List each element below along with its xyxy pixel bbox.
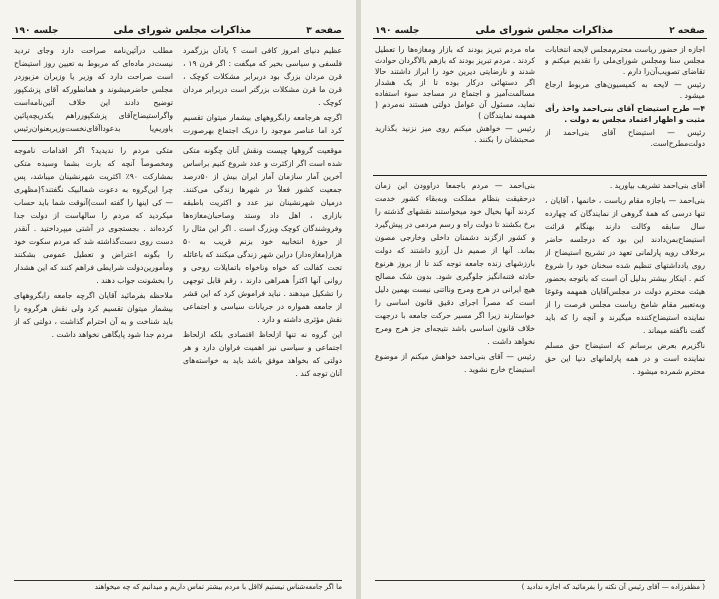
column-right xyxy=(545,44,705,172)
column-left xyxy=(375,179,535,559)
paragraph: آقای بنی‌احمد تشریف بیاورید . xyxy=(609,181,705,190)
header-rule xyxy=(12,38,344,39)
column-right xyxy=(183,144,342,559)
page-footer-text: ما اگر جامعه‌شناس نیستیم لااقل با مردم بیشتر تماس داریم و میدانیم که چه میخواهند xyxy=(14,580,342,591)
section-divider xyxy=(12,140,344,141)
upper-columns xyxy=(14,44,342,136)
page-footer-text: ( مظفرزاده — آقای رئیس آن نکته را بفرمائید که اجازه ندادید ) xyxy=(375,580,705,591)
paragraph: اگرچه هرجامعه رابگروههای بیشمار میتوان تقسیم کرد اما عناصر موجود را دریک اجتماع بهرصورت xyxy=(183,113,342,135)
paragraph: رئیس — لایحه به کمیسیون‌های مربوط ارجاع میشود . xyxy=(545,80,705,100)
column-left xyxy=(14,44,173,136)
paragraph: ماه مردم تبریز بودند که بازار ومغازه‌ها را تعطیل کردند . مردم تبریز بودند که بازهم بالاگردان حوادث شدند و نارضایتی دیرین خود را ابراز داشتند حالا اگر دستهائی درکار بوده تا از یک هشدار مسالمت‌آمیز و اجتماع در مساجد سوء استفاده نماید، مسئول آن عوامل دولتی هستند نه‌مردم ( همهمه نمایندگان ) xyxy=(375,45,535,120)
paragraph: مطلب درآئین‌نامه صراحت دارد وجای تردید نیست‌در ماده‌ای که مربوط به تعیین روز استیضاح است صراحت دارد که وزیر یا وزیران مزبوردر مجلس حاضرمیشوند و همانطورکه آقای پزشکپور توضیح دادند این خلاف آئین‌نامه‌است واگراستیضاح‌آقای پزشکپورراهم یکدریچه‌پائین یاوریم‌یا بدعوداآقای‌نخست‌وزیربعنوان‌رئیس xyxy=(14,46,173,133)
paragraph: عظیم دنیای امروز کافی است ؟ یادآن بزرگمرد فلسفی و سیاسی بخیر که میگفت : اگر قرن ۱۹ ، قرن مردان بزرگ بود دربرابر مشکلات کوچک ، قرن ما قرن مشکلات بزرگتر است دربرابر مردان کوچک . xyxy=(183,46,342,107)
paragraph: بنی‌احمد — باجازه مقام ریاست ، خانمها ، آقایان ، تنها درسی که همهٔ گروهی از نمایندگان که چهارده سال سابقه وکالت دارند بهنگام قرائت استیضاح‌بمن‌دادند این بود که درجلسه حاضر برخلاف رویه پارلمانی تعهد در تشریح استیضاح از روی یادداشتهای تنظیم شده سخنان خود را شروع کنم . اینکار بیشتر بدلیل آن است که باتوجه بحضور هیئت محترم دولت در مجلس‌آقایان همهمه وغوغا وبه‌تعبیر مقام شامخ ریاست مجلس فرصت را از نماینده استیضاح‌کننده میگیرند و آنچه را که باید گفت ناگفته میماند . xyxy=(545,196,705,335)
paragraph: متکی مردم را ندیدید؟ اگر اقدامات ناموجه ومخصوصاً آنچه که بارت بشما وسیده متکی بمشارکت ۹۰٪ اکثریت شهرنشینان میباشد، پس چرا این‌گروه به دعوت شمالبیک نگفتند؟(مظهری — کی اینها را گفته است)آنوقت شما باید حساب میکردید که مردم را سالهاست از دولت جدا کرده‌اند . بجستجوی در آشتی میپرداختید . آنقدر دست روی دست‌گذاشته شد که مردم سکوت خود را بگونه اعتراض و تعطیل عمومی بشکنند ومأمورین‌دولت شرایطی فراهم کنند که این هشدار را بخشونت جواب دهند . xyxy=(14,146,173,285)
running-title: مذاکرات مجلس شورای ملی xyxy=(475,25,614,36)
lower-columns xyxy=(14,144,342,559)
right-page xyxy=(361,0,719,599)
page-number: صفحه ۲ xyxy=(669,26,705,36)
paragraph: ملاحظه بفرمائید آقایان اگرچه جامعه رابگروههای بیشمار میتوان تقسیم کرد ولی نقش هرگروه را باید شناخت و به آن احترام گذاشت ، دولتی که از مردم جدا شود پایگاهی نخواهد داشت . xyxy=(14,291,173,339)
paragraph: اجازه از حضور ریاست محترم‌مجلس لایحه انتخابات مجلس سنا ومجلس شورای‌ملی را تقدیم میکنم و تقاضای تصویب‌آن‌را دارم . xyxy=(545,45,705,76)
column-left xyxy=(14,144,173,559)
upper-columns xyxy=(375,44,705,172)
column-left xyxy=(375,44,535,172)
page-header xyxy=(375,20,705,36)
paragraph: ناگزیرم بعرض برسانم که استیضاح حق مسلم نماینده است و در همه پارلمانهای دنیا این حق محترم شمرده میشود . xyxy=(545,341,705,376)
column-right xyxy=(545,179,705,559)
running-title: مذاکرات مجلس شورای ملی xyxy=(113,25,252,36)
session-number: جلسه ۱۹۰ xyxy=(14,26,59,36)
section-divider xyxy=(373,175,707,176)
section-heading: ۴— طرح استیضاح آقای بنی‌احمد واخذ رأی مثبت و اظهار اعتماد مجلس به دولت . xyxy=(545,104,705,124)
paragraph: رئیس — آقای بنی‌احمد خواهش میکنم از موضوع استیضاح خارج نشوید . xyxy=(375,352,535,374)
paragraph: این گروه نه تنها ازلحاظ اقتصادی بلکه ازلحاظ اجتماعی و سیاسی نیز اهمیت فراوان دارد و هر دولتی که بخواهد موفق باشد باید به خواسته‌های آنان توجه کند . xyxy=(183,330,342,378)
lower-columns xyxy=(375,179,705,559)
header-rule xyxy=(373,38,707,39)
paragraph: رئیس — خواهش میکنم روی میز نزنید بگذارید صحبتشان را بکنند . xyxy=(375,124,535,144)
paragraph: بنی‌احمد — مردم باجمعا دراوودن این زمان درحقیقت بنظام مملکت وبه‌بقاء کشور خدمت کردند آنها بخیال خود میخواستند نقشهای گذشته را برخ بکشند تا دولت راه و رسم مردمی در پیش‌گیرد و کشور ازگزند دشمنان داخلی وخارجی مصون بماند. آنها از صمیم دل آرزو داشتند که دولت بارزشهای زنده جامعه توجه کند تا از بروز هرنوع حادثه فتنه‌انگیز جلوگیری شود. بدون شک مصالح هیچ ایرانی در هرج ومرج ونااتنی نیست بهمین دلیل است که مصراً اجرای دقیق قانون اساسی را خواستارند زیرا اگر مسیر حرکت جامعه با درجهت خلاف قانون اساسی باشد نتیجه‌ای جز هرج ومرج نخواهد داشت . xyxy=(375,181,535,346)
session-number: جلسه ۱۹۰ xyxy=(375,26,420,36)
column-right xyxy=(183,44,342,136)
left-page xyxy=(0,0,356,599)
paragraph: موقعیت گروهها چیست ونقش آنان چگونه متکی شده است اگر ازکثرت و عدد شروع کنیم براساس آخرین آمار سازمان آمار ایران بیش از ۵۰درصد جمعیت کشور فعلاً در شهرها زندگی می‌کنند. درمیان شهرنشینان نیز عدد و اکثریت باطبقه بازاری ، اهل داد وستد وصاحبان‌مغازه‌ها وفروشندگان کوچک وبزرگ است . اگر این مثال را از حوزهٔ انتخابیه خود بزنم قریب به ۵۰ هزار(مغازه‌دار) دراین شهر زندگی میکنند که باعائله تحت کفالت که خواه وناخواه باتمایلات روحی و روانی آنها اکثراً همراهی دارند ، رقم قابل توجهی را تشکیل میدهند . نباید فراموش کرد که این قشر از جامعه همواره در جریانات سیاسی و اجتماعی نقش مؤثری داشته و دارد . xyxy=(183,146,342,324)
page-header xyxy=(14,20,342,36)
paragraph: رئیس — استیضاح آقای بنی‌احمد از دولت‌مطرح‌است. xyxy=(545,128,705,148)
page-number: صفحه ۳ xyxy=(306,26,342,36)
